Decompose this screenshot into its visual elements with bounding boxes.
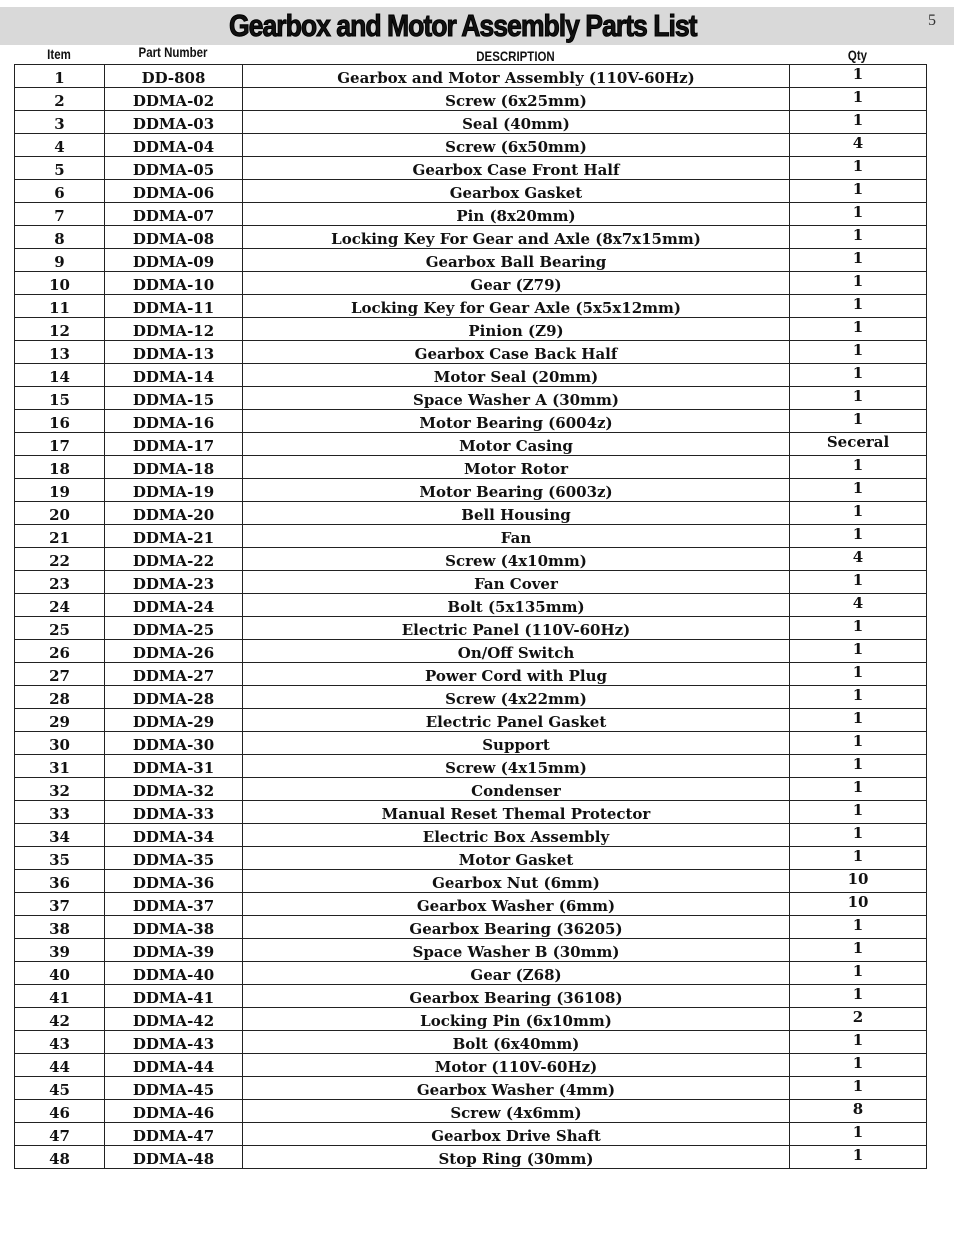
description-cell: Electric Panel Gasket [243, 709, 790, 732]
table-row [15, 1031, 927, 1054]
qty-cell: 1 [790, 456, 927, 479]
qty-cell: 1 [790, 318, 927, 341]
qty-cell: 1 [790, 295, 927, 318]
part-number-cell: DDMA-30 [105, 732, 243, 755]
table-row [15, 226, 927, 249]
qty-cell: 1 [790, 571, 927, 594]
item-cell: 6 [15, 180, 105, 203]
item-cell: 15 [15, 387, 105, 410]
table-row [15, 433, 927, 456]
item-cell: 37 [15, 893, 105, 916]
description-cell: Gearbox Case Back Half [243, 341, 790, 364]
table-row [15, 709, 927, 732]
item-cell: 41 [15, 985, 105, 1008]
qty-cell: 1 [790, 1077, 927, 1100]
qty-cell: 1 [790, 226, 927, 249]
description-cell: Gear (Z68) [243, 962, 790, 985]
part-number-cell: DDMA-32 [105, 778, 243, 801]
qty-cell: 1 [790, 65, 927, 88]
table-row [15, 318, 927, 341]
qty-cell: 1 [790, 180, 927, 203]
table-row [15, 387, 927, 410]
description-cell: Space Washer B (30mm) [243, 939, 790, 962]
table-row [15, 180, 927, 203]
part-number-cell: DDMA-21 [105, 525, 243, 548]
item-cell: 33 [15, 801, 105, 824]
item-cell: 3 [15, 111, 105, 134]
qty-cell: 1 [790, 88, 927, 111]
table-row [15, 1077, 927, 1100]
part-number-cell: DDMA-11 [105, 295, 243, 318]
part-number-cell: DDMA-44 [105, 1054, 243, 1077]
item-cell: 10 [15, 272, 105, 295]
description-cell: Locking Key for Gear Axle (5x5x12mm) [243, 295, 790, 318]
part-number-cell: DDMA-10 [105, 272, 243, 295]
part-number-cell: DD-808 [105, 65, 243, 88]
item-cell: 26 [15, 640, 105, 663]
description-cell: Gearbox Ball Bearing [243, 249, 790, 272]
description-cell: Gear (Z79) [243, 272, 790, 295]
qty-cell: 4 [790, 548, 927, 571]
part-number-cell: DDMA-31 [105, 755, 243, 778]
table-row [15, 341, 927, 364]
qty-cell: 1 [790, 663, 927, 686]
header-description: DESCRIPTION [476, 48, 555, 64]
part-number-cell: DDMA-02 [105, 88, 243, 111]
table-row [15, 249, 927, 272]
description-cell: Gearbox and Motor Assembly (110V-60Hz) [243, 65, 790, 88]
table-row [15, 65, 927, 88]
table-row [15, 203, 927, 226]
table-row [15, 456, 927, 479]
item-cell: 12 [15, 318, 105, 341]
part-number-cell: DDMA-16 [105, 410, 243, 433]
qty-cell: 2 [790, 1008, 927, 1031]
part-number-cell: DDMA-26 [105, 640, 243, 663]
item-cell: 24 [15, 594, 105, 617]
item-cell: 9 [15, 249, 105, 272]
header-item: Item [47, 46, 71, 62]
qty-cell: 1 [790, 939, 927, 962]
description-cell: Gearbox Gasket [243, 180, 790, 203]
description-cell: Screw (4x6mm) [243, 1100, 790, 1123]
item-cell: 1 [15, 65, 105, 88]
qty-cell: 1 [790, 985, 927, 1008]
table-row [15, 502, 927, 525]
item-cell: 22 [15, 548, 105, 571]
part-number-cell: DDMA-23 [105, 571, 243, 594]
qty-cell: 1 [790, 157, 927, 180]
part-number-cell: DDMA-29 [105, 709, 243, 732]
item-cell: 38 [15, 916, 105, 939]
description-cell: Stop Ring (30mm) [243, 1146, 790, 1169]
qty-cell: 1 [790, 387, 927, 410]
table-row [15, 617, 927, 640]
description-cell: Gearbox Washer (4mm) [243, 1077, 790, 1100]
header-part-number: Part Number [138, 44, 208, 60]
item-cell: 20 [15, 502, 105, 525]
item-cell: 5 [15, 157, 105, 180]
description-cell: Screw (4x22mm) [243, 686, 790, 709]
item-cell: 34 [15, 824, 105, 847]
description-cell: Bolt (6x40mm) [243, 1031, 790, 1054]
description-cell: Pinion (Z9) [243, 318, 790, 341]
part-number-cell: DDMA-20 [105, 502, 243, 525]
item-cell: 14 [15, 364, 105, 387]
item-cell: 31 [15, 755, 105, 778]
table-row [15, 663, 927, 686]
table-row [15, 732, 927, 755]
table-row [15, 870, 927, 893]
description-cell: Bolt (5x135mm) [243, 594, 790, 617]
qty-cell: 4 [790, 594, 927, 617]
table-row [15, 111, 927, 134]
item-cell: 46 [15, 1100, 105, 1123]
description-cell: Screw (4x15mm) [243, 755, 790, 778]
part-number-cell: DDMA-22 [105, 548, 243, 571]
part-number-cell: DDMA-40 [105, 962, 243, 985]
description-cell: Gearbox Case Front Half [243, 157, 790, 180]
table-row [15, 364, 927, 387]
description-cell: Gearbox Drive Shaft [243, 1123, 790, 1146]
qty-cell: 4 [790, 134, 927, 157]
qty-cell: 8 [790, 1100, 927, 1123]
item-cell: 42 [15, 1008, 105, 1031]
qty-cell: 1 [790, 709, 927, 732]
description-cell: Motor Casing [243, 433, 790, 456]
item-cell: 19 [15, 479, 105, 502]
description-cell: Motor Rotor [243, 456, 790, 479]
part-number-cell: DDMA-39 [105, 939, 243, 962]
part-number-cell: DDMA-17 [105, 433, 243, 456]
part-number-cell: DDMA-47 [105, 1123, 243, 1146]
table-row [15, 1008, 927, 1031]
part-number-cell: DDMA-05 [105, 157, 243, 180]
item-cell: 18 [15, 456, 105, 479]
description-cell: Motor Gasket [243, 847, 790, 870]
qty-cell: 10 [790, 893, 927, 916]
part-number-cell: DDMA-46 [105, 1100, 243, 1123]
description-cell: Motor (110V-60Hz) [243, 1054, 790, 1077]
item-cell: 2 [15, 88, 105, 111]
part-number-cell: DDMA-42 [105, 1008, 243, 1031]
description-cell: Seal (40mm) [243, 111, 790, 134]
qty-cell: 1 [790, 686, 927, 709]
table-row [15, 893, 927, 916]
part-number-cell: DDMA-08 [105, 226, 243, 249]
table-row [15, 1123, 927, 1146]
item-cell: 29 [15, 709, 105, 732]
qty-cell: 1 [790, 479, 927, 502]
item-cell: 7 [15, 203, 105, 226]
item-cell: 36 [15, 870, 105, 893]
item-cell: 4 [15, 134, 105, 157]
qty-cell: 1 [790, 847, 927, 870]
description-cell: Pin (8x20mm) [243, 203, 790, 226]
description-cell: Condenser [243, 778, 790, 801]
description-cell: Locking Key For Gear and Axle (8x7x15mm) [243, 226, 790, 249]
qty-cell: 1 [790, 801, 927, 824]
qty-cell: 1 [790, 1123, 927, 1146]
item-cell: 30 [15, 732, 105, 755]
table-row [15, 272, 927, 295]
table-row [15, 134, 927, 157]
description-cell: Motor Bearing (6004z) [243, 410, 790, 433]
part-number-cell: DDMA-07 [105, 203, 243, 226]
part-number-cell: DDMA-04 [105, 134, 243, 157]
item-cell: 43 [15, 1031, 105, 1054]
part-number-cell: DDMA-06 [105, 180, 243, 203]
qty-cell: 1 [790, 962, 927, 985]
page-number: 5 [928, 12, 936, 29]
table-header [14, 45, 926, 64]
part-number-cell: DDMA-43 [105, 1031, 243, 1054]
item-cell: 48 [15, 1146, 105, 1169]
qty-cell: 1 [790, 272, 927, 295]
table-row [15, 939, 927, 962]
part-number-cell: DDMA-09 [105, 249, 243, 272]
part-number-cell: DDMA-13 [105, 341, 243, 364]
part-number-cell: DDMA-35 [105, 847, 243, 870]
table-row [15, 916, 927, 939]
qty-cell: 1 [790, 1031, 927, 1054]
table-row [15, 847, 927, 870]
description-cell: Bell Housing [243, 502, 790, 525]
table-row [15, 571, 927, 594]
item-cell: 23 [15, 571, 105, 594]
table-row [15, 157, 927, 180]
description-cell: Electric Panel (110V-60Hz) [243, 617, 790, 640]
item-cell: 21 [15, 525, 105, 548]
table-row [15, 295, 927, 318]
description-cell: Gearbox Nut (6mm) [243, 870, 790, 893]
qty-cell: 1 [790, 111, 927, 134]
item-cell: 40 [15, 962, 105, 985]
table-row [15, 755, 927, 778]
item-cell: 8 [15, 226, 105, 249]
qty-cell: 1 [790, 640, 927, 663]
parts-table [14, 64, 927, 1169]
description-cell: Motor Seal (20mm) [243, 364, 790, 387]
qty-cell: 1 [790, 525, 927, 548]
part-number-cell: DDMA-37 [105, 893, 243, 916]
part-number-cell: DDMA-15 [105, 387, 243, 410]
description-cell: Power Cord with Plug [243, 663, 790, 686]
qty-cell: 1 [790, 341, 927, 364]
qty-cell: 1 [790, 617, 927, 640]
item-cell: 16 [15, 410, 105, 433]
description-cell: Gearbox Bearing (36108) [243, 985, 790, 1008]
item-cell: 35 [15, 847, 105, 870]
part-number-cell: DDMA-14 [105, 364, 243, 387]
description-cell: Fan Cover [243, 571, 790, 594]
description-cell: Screw (6x25mm) [243, 88, 790, 111]
table-row [15, 479, 927, 502]
page-title: Gearbox and Motor Assembly Parts List [228, 8, 697, 43]
table-row [15, 778, 927, 801]
qty-cell: 1 [790, 249, 927, 272]
item-cell: 44 [15, 1054, 105, 1077]
table-row [15, 1146, 927, 1169]
description-cell: Fan [243, 525, 790, 548]
item-cell: 32 [15, 778, 105, 801]
description-cell: Motor Bearing (6003z) [243, 479, 790, 502]
item-cell: 11 [15, 295, 105, 318]
table-row [15, 594, 927, 617]
table-row [15, 962, 927, 985]
part-number-cell: DDMA-12 [105, 318, 243, 341]
qty-cell: 10 [790, 870, 927, 893]
table-row [15, 525, 927, 548]
description-cell: Screw (4x10mm) [243, 548, 790, 571]
part-number-cell: DDMA-18 [105, 456, 243, 479]
part-number-cell: DDMA-19 [105, 479, 243, 502]
qty-cell: 1 [790, 203, 927, 226]
part-number-cell: DDMA-48 [105, 1146, 243, 1169]
item-cell: 27 [15, 663, 105, 686]
qty-cell: 1 [790, 732, 927, 755]
table-row [15, 1100, 927, 1123]
qty-cell: 1 [790, 755, 927, 778]
table-row [15, 640, 927, 663]
qty-cell: Seceral [790, 433, 927, 456]
table-row [15, 686, 927, 709]
qty-cell: 1 [790, 364, 927, 387]
header-qty: Qty [847, 47, 868, 63]
description-cell: Electric Box Assembly [243, 824, 790, 847]
item-cell: 25 [15, 617, 105, 640]
qty-cell: 1 [790, 1146, 927, 1169]
qty-cell: 1 [790, 916, 927, 939]
part-number-cell: DDMA-38 [105, 916, 243, 939]
description-cell: Gearbox Washer (6mm) [243, 893, 790, 916]
qty-cell: 1 [790, 778, 927, 801]
description-cell: Screw (6x50mm) [243, 134, 790, 157]
description-cell: Support [243, 732, 790, 755]
parts-table-body [15, 65, 927, 1169]
part-number-cell: DDMA-03 [105, 111, 243, 134]
item-cell: 39 [15, 939, 105, 962]
qty-cell: 1 [790, 1054, 927, 1077]
description-cell: On/Off Switch [243, 640, 790, 663]
part-number-cell: DDMA-25 [105, 617, 243, 640]
qty-cell: 1 [790, 824, 927, 847]
part-number-cell: DDMA-34 [105, 824, 243, 847]
part-number-cell: DDMA-41 [105, 985, 243, 1008]
item-cell: 13 [15, 341, 105, 364]
part-number-cell: DDMA-24 [105, 594, 243, 617]
part-number-cell: DDMA-28 [105, 686, 243, 709]
table-row [15, 548, 927, 571]
part-number-cell: DDMA-33 [105, 801, 243, 824]
description-cell: Manual Reset Themal Protector [243, 801, 790, 824]
part-number-cell: DDMA-27 [105, 663, 243, 686]
qty-cell: 1 [790, 502, 927, 525]
item-cell: 47 [15, 1123, 105, 1146]
table-row [15, 88, 927, 111]
description-cell: Locking Pin (6x10mm) [243, 1008, 790, 1031]
table-row [15, 985, 927, 1008]
item-cell: 45 [15, 1077, 105, 1100]
table-row [15, 410, 927, 433]
description-cell: Gearbox Bearing (36205) [243, 916, 790, 939]
item-cell: 17 [15, 433, 105, 456]
item-cell: 28 [15, 686, 105, 709]
table-row [15, 824, 927, 847]
description-cell: Space Washer A (30mm) [243, 387, 790, 410]
part-number-cell: DDMA-36 [105, 870, 243, 893]
qty-cell: 1 [790, 410, 927, 433]
table-row [15, 1054, 927, 1077]
table-row [15, 801, 927, 824]
part-number-cell: DDMA-45 [105, 1077, 243, 1100]
